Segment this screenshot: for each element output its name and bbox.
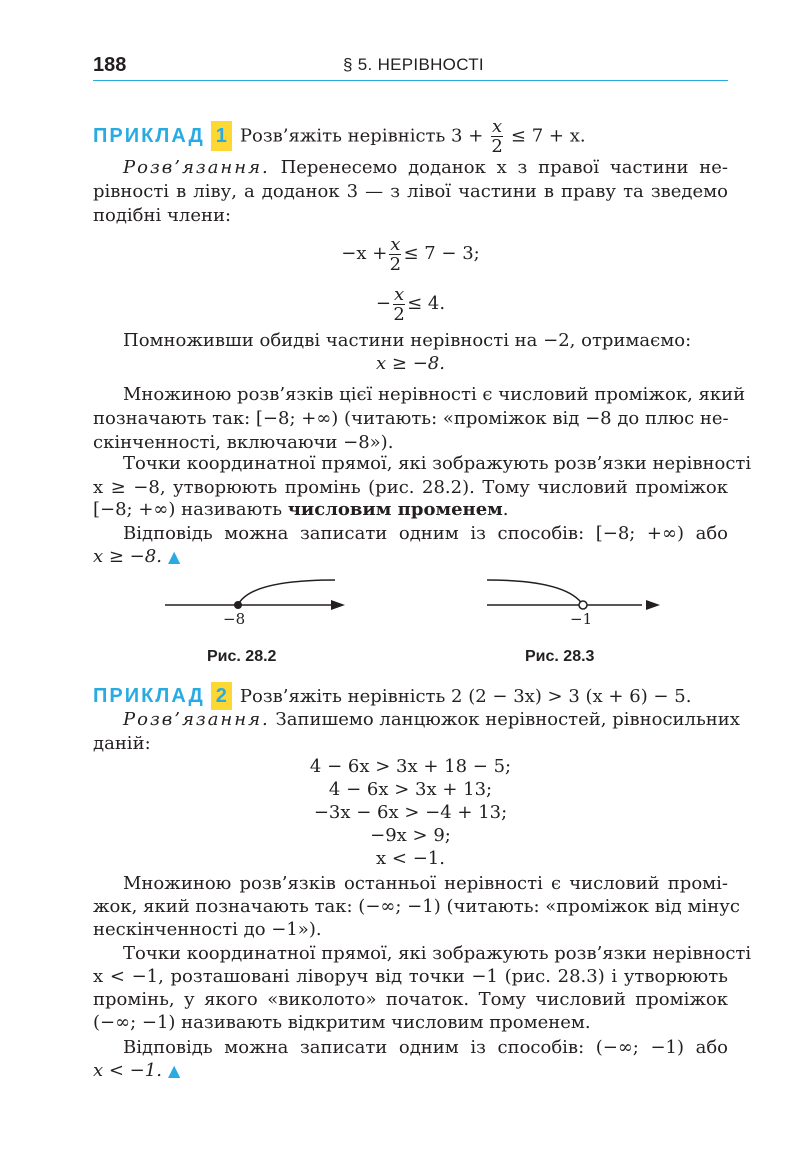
paragraph-line: рівності в ліву, а доданок 3 — з лівої частини в праву та зведемо xyxy=(93,181,728,202)
paragraph-line: x ≥ −8, утворюють промінь (рис. 28.2). Тому числовий проміжок xyxy=(93,477,728,498)
closed-point xyxy=(234,601,242,609)
paragraph-line: жок, який позначають так: (−∞; −1) (читають: «проміжок від мінус xyxy=(93,896,740,917)
text: Перенесемо доданок x з правої частини не- xyxy=(280,157,728,178)
equation-2 xyxy=(93,284,728,324)
text: [−8; +∞) називають xyxy=(93,499,282,520)
paragraph-line: Помноживши обидві частини нерівності на −2, отримаємо: xyxy=(123,330,692,351)
paragraph-line: позначають так: [−8; +∞) (читають: «проміжок від −8 до плюс не- xyxy=(93,408,729,429)
paragraph-line: скінченності, включаючи −8»). xyxy=(93,432,394,453)
answer: x < −1. xyxy=(93,1060,162,1081)
open-point xyxy=(579,601,587,609)
task: Розв’яжіть нерівність 2 (2 − 3x) > 3 (x + 6) − 5. xyxy=(239,686,692,707)
solution-word: Розв’язання. xyxy=(123,157,270,178)
page-header xyxy=(93,52,728,81)
task-prefix: Розв’яжіть нерівність 3 + xyxy=(239,125,484,147)
chain-step: x < −1. xyxy=(376,848,445,869)
arrow-icon xyxy=(646,600,660,610)
point-label: −8 xyxy=(223,610,246,628)
point-label: −1 xyxy=(570,610,593,628)
task-suffix: ≤ 7 + x. xyxy=(510,125,586,147)
chain-step: −9x > 9; xyxy=(370,825,451,846)
ray-arc xyxy=(487,580,583,605)
example-label: ПРИКЛАД xyxy=(93,124,205,147)
end-triangle-icon: ▲ xyxy=(167,1061,181,1080)
fraction-numerator: x xyxy=(390,233,401,255)
paragraph-line xyxy=(93,709,740,731)
paragraph-line: Множиною розв’язків цієї нерівності є числовий проміжок, який xyxy=(123,384,746,405)
paragraph-line: нескінченності до −1»). xyxy=(93,919,322,940)
text: Запишемо ланцюжок нерівностей, рівносильних xyxy=(275,709,740,730)
fraction-numerator: x xyxy=(393,283,405,305)
figure-caption: Рис. 28.2 xyxy=(207,648,277,665)
chain-step: 4 − 6x > 3x + 13; xyxy=(328,779,493,800)
fraction-numerator: x xyxy=(492,116,503,137)
example-label: ПРИКЛАД xyxy=(93,685,205,707)
result: x ≥ −8. xyxy=(376,353,445,374)
paragraph-line: Множиною розв’язків останньої нерівності є числовий промі- xyxy=(123,873,728,894)
end-triangle-icon: ▲ xyxy=(167,547,181,566)
section-title: § 5. НЕРІВНОСТІ xyxy=(343,55,484,74)
eq-part: − xyxy=(375,293,391,314)
fraction-denominator: 2 xyxy=(389,253,402,275)
paragraph-line: промінь, у якого «виколото» початок. Тому числовий проміжок xyxy=(93,989,728,1010)
figure-caption: Рис. 28.3 xyxy=(525,648,595,665)
arrow-icon xyxy=(331,600,345,610)
chain-step: −3x − 6x > −4 + 13; xyxy=(313,802,508,823)
paragraph-line: Відповідь можна записати одним із способів: [−8; +∞) або xyxy=(123,523,728,544)
fraction xyxy=(389,235,401,274)
fraction xyxy=(491,117,503,156)
paragraph-line: Точки координатної прямої, які зображують розв’язки нерівності xyxy=(123,453,752,474)
fraction xyxy=(393,285,405,324)
page-number: 188 xyxy=(93,54,127,76)
eq-part: ≤ 4. xyxy=(407,293,446,314)
bold-term: числовим променем xyxy=(287,499,503,520)
figure-28-2 xyxy=(160,572,360,632)
paragraph-line: Точки координатної прямої, які зображують розв’язки нерівності xyxy=(123,943,752,964)
ray-arc xyxy=(238,580,335,605)
paragraph-line: подібні члени: xyxy=(93,205,232,226)
paragraph-line: даній: xyxy=(93,733,151,754)
example1-heading xyxy=(93,117,728,156)
text: . xyxy=(502,499,509,520)
paragraph-line xyxy=(93,499,728,521)
fraction-denominator: 2 xyxy=(491,136,503,157)
example-number: 1 xyxy=(211,121,232,151)
example2-heading xyxy=(93,682,728,711)
figure-28-3 xyxy=(482,572,682,632)
eq-part: −x + xyxy=(341,243,388,264)
fraction-denominator: 2 xyxy=(393,303,405,325)
paragraph-line: Відповідь можна записати одним із способів: (−∞; −1) або xyxy=(123,1037,728,1058)
eq-part: ≤ 7 − 3; xyxy=(403,243,480,264)
paragraph-line: (−∞; −1) називають відкритим числовим променем. xyxy=(93,1012,591,1033)
answer-line xyxy=(93,1060,728,1082)
paragraph-line: x < −1, розташовані ліворуч від точки −1 (рис. 28.3) і утворюють xyxy=(93,966,728,987)
paragraph-line xyxy=(93,157,728,179)
solution-word: Розв’язання. xyxy=(123,709,270,730)
equation-1 xyxy=(93,234,728,274)
chain-step: 4 − 6x > 3x + 18 − 5; xyxy=(309,756,512,777)
answer-line xyxy=(93,546,728,568)
example-number: 2 xyxy=(211,682,232,710)
answer: x ≥ −8. xyxy=(93,546,162,567)
